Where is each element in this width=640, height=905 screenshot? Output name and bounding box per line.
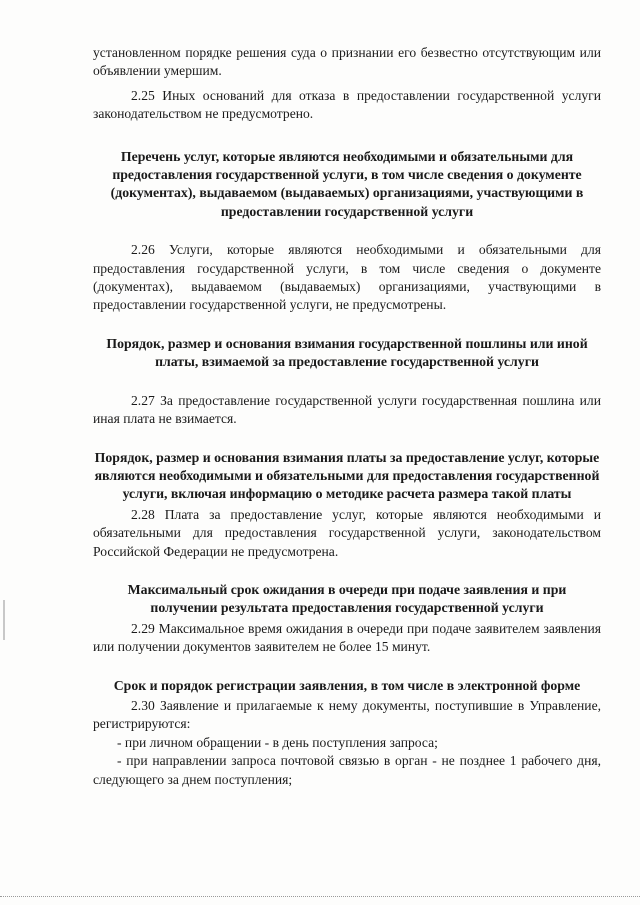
section-heading-registration: Срок и порядок регистрации заявления, в том числе в электронной форме (113, 677, 581, 693)
paragraph-2-25: 2.25 Иных оснований для отказа в предоставлении государственной услуги законодательством не предусмотрено. (93, 87, 601, 122)
document-body (93, 44, 601, 789)
paragraph-2-26: 2.26 Услуги, которые являются необходимыми и обязательными для предоставления государственной услуги, в том числе сведения о документе (документах), выдаваемом (выдаваемых) организациями, участвующими в предоставлении государственной услуги, не предусмотрены. (93, 242, 601, 313)
list-item-personal-visit: - при личном обращении - в день поступления запроса; (117, 734, 438, 750)
list-item-postal-request: - при направлении запроса почтовой связью в орган - не позднее 1 рабочего дня, следующего за днем поступления; (93, 753, 601, 787)
section-heading-queue-time: Максимальный срок ожидания в очереди при подаче заявления и при получении результата предоставления государственной услуги (127, 581, 567, 616)
paragraph-2-27: 2.27 За предоставление государственной услуги государственная пошлина или иная плата не взимается. (93, 392, 601, 427)
paragraph-2-28: 2.28 Плата за предоставление услуг, которые являются необходимыми и обязательными для предоставления государственной услуги, законодательством Российской Федерации не предусмотрена. (93, 506, 601, 559)
section-heading-state-fee: Порядок, размер и основания взимания государственной пошлины или иной платы, взимаемой за предоставление государственной услуги (106, 335, 588, 370)
section-heading-required-services: Перечень услуг, которые являются необходимыми и обязательными для предоставления государственной услуги, в том числе сведения о документе (документах), выдаваемом (выдаваемых) организациями, участвующими в предоставлении государственной услуги (110, 148, 584, 219)
scan-bottom-edge (0, 896, 640, 897)
section-heading-fee-for-services: Порядок, размер и основания взимания платы за предоставление услуг, которые являются необходимыми и обязательными для предоставления государственной услуги, включая информацию о методике расчета размера такой платы (94, 449, 600, 502)
paragraph-continuation: установленном порядке решения суда о признании его безвестно отсутствующим или объявлении умершим. (93, 45, 601, 79)
paragraph-2-29: 2.29 Максимальное время ожидания в очереди при подаче заявителем заявления или получении документов заявителем не более 15 минут. (93, 620, 601, 655)
scan-edge-mark (3, 600, 5, 640)
paragraph-2-30: 2.30 Заявление и прилагаемые к нему документы, поступившие в Управление, регистрируются: (93, 697, 601, 732)
